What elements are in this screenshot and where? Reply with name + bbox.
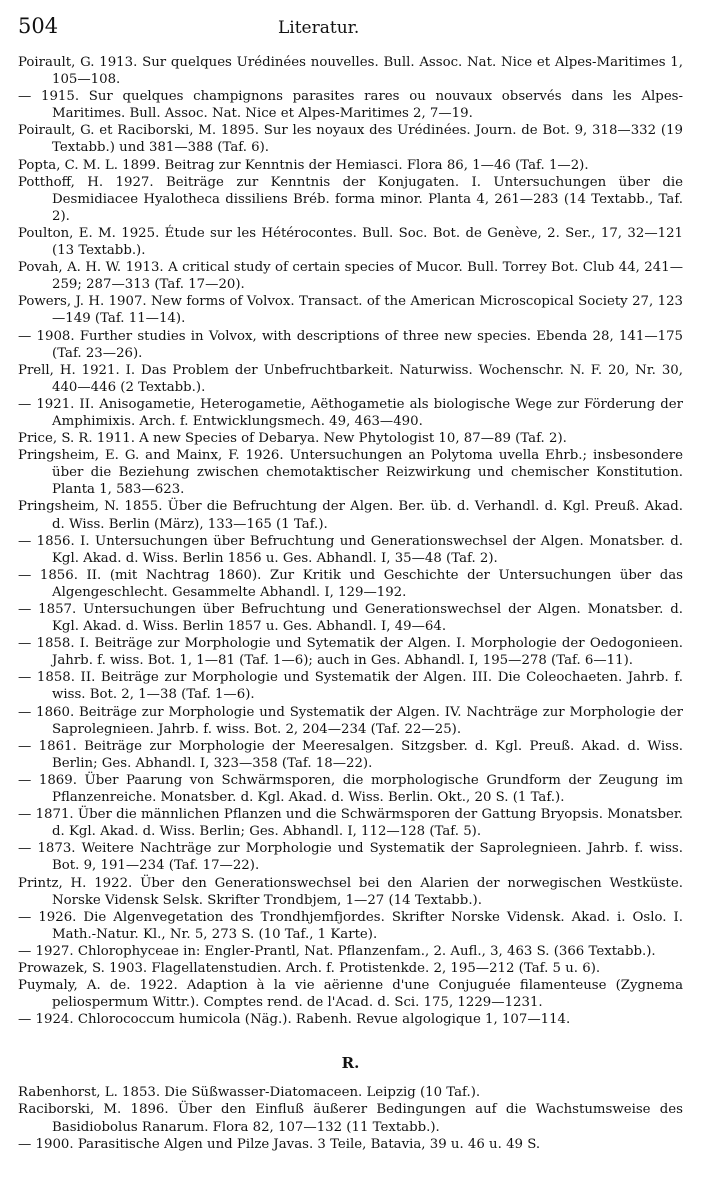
reference-entry: — 1857. Untersuchungen über Befruchtung und Generationswechsel der Algen. Monatsber. d. Kgl. Akad. d. Wiss. Berlin 1857 u. Ges. Abhandl. I, 49—64.	[18, 602, 683, 635]
reference-entry: Pringsheim, E. G. and Mainx, F. 1926. Untersuchungen an Polytoma uvella Ehrb.; insbesondere über die Beziehung zwischen chemotaktischer Reizwirkung und chemischer Konstitution. Planta 1, 583—623.	[18, 448, 683, 498]
reference-entry: Raciborski, M. 1896. Über den Einfluß äußerer Bedingungen auf die Wachstumsweise des Basidiobolus Ranarum. Flora 82, 107—132 (11 Textabb.).	[18, 1102, 683, 1135]
reference-entry: — 1873. Weitere Nachträge zur Morphologie und Systematik der Saprolegnieen. Jahrb. f. wiss. Bot. 9, 191—234 (Taf. 17—22).	[18, 841, 683, 874]
reference-list-r	[18, 1084, 683, 1152]
reference-entry: — 1924. Chlorococcum humicola (Näg.). Rabenh. Revue algologique 1, 107—114.	[18, 1012, 571, 1028]
reference-entry: — 1900. Parasitische Algen und Pilze Javas. 3 Teile, Batavia, 39 u. 46 u. 49 S.	[18, 1136, 541, 1152]
reference-entry: — 1869. Über Paarung von Schwärmsporen, die morphologische Grundform der Zeugung im Pflanzenreiche. Monatsber. d. Kgl. Akad. d. Wiss. Berlin. Okt., 20 S. (1 Taf.).	[18, 772, 683, 806]
reference-entry: — 1858. II. Beiträge zur Morphologie und Systematik der Algen. III. Die Coleochaeten. Jahrb. f. wiss. Bot. 2, 1—38 (Taf. 1—6).	[18, 670, 683, 703]
reference-entry: Potthoff, H. 1927. Beiträge zur Kenntnis der Konjugaten. I. Untersuchungen über die Desmidiacee Hyalotheca dissiliens Bréb. forma minor. Planta 4, 261—283 (14 Textabb., Taf. 2).	[18, 174, 683, 224]
reference-entry: — 1860. Beiträge zur Morphologie und Systematik der Algen. IV. Nachträge zur Morphologie der Saprolegnieen. Jahrb. f. wiss. Bot. 2, 204—234 (Taf. 22—25).	[18, 704, 683, 737]
reference-entry: — 1915. Sur quelques champignons parasites rares ou nouvaux observés dans les Alpes-Maritimes. Bull. Assoc. Nat. Nice et Alpes-Maritimes 2, 7—19.	[18, 89, 683, 122]
reference-entry: Powers, J. H. 1907. New forms of Volvox. Transact. of the American Microscopical Society 27, 123—149 (Taf. 11—14).	[18, 294, 683, 327]
reference-entry: Popta, C. M. L. 1899. Beitrag zur Kenntnis der Hemiasci. Flora 86, 1—46 (Taf. 1—2).	[18, 157, 589, 173]
reference-entry: — 1908. Further studies in Volvox, with descriptions of three new species. Ebenda 28, 141—175 (Taf. 23—26).	[18, 328, 683, 361]
section-heading-r: R.	[341, 1054, 360, 1073]
reference-entry: — 1921. II. Anisogametie, Heterogametie, Aëthogametie als biologische Wege zur Förderung der Amphimixis. Arch. f. Entwicklungsmech. 49, 463—490.	[18, 396, 683, 429]
reference-entry: Printz, H. 1922. Über den Generationswechsel bei den Alarien der norwegischen Westküste. Norske Vidensk Selsk. Skrifter Trondbjem, 1—27 (14 Textabb.).	[18, 875, 683, 908]
reference-entry: Poulton, E. M. 1925. Étude sur les Hétérocontes. Bull. Soc. Bot. de Genève, 2. Ser., 17, 32—121 (13 Textabb.).	[18, 225, 683, 259]
reference-entry: Puymaly, A. de. 1922. Adaption à la vie aërienne d'une Conjuguée filamenteuse (Zygnema peliospermum Wittr.). Comptes rend. de l'Acad. d. Sci. 175, 1229—1231.	[18, 978, 683, 1011]
reference-entry: — 1871. Über die männlichen Pflanzen und die Schwärmsporen der Gattung Bryopsis. Monatsber. d. Kgl. Akad. d. Wiss. Berlin; Ges. Abhandl. I, 112—128 (Taf. 5).	[18, 807, 683, 840]
reference-entry: Price, S. R. 1911. A new Species of Debarya. New Phytologist 10, 87—89 (Taf. 2).	[18, 431, 567, 447]
reference-entry: — 1861. Beiträge zur Morphologie der Meeresalgen. Sitzgsber. d. Kgl. Preuß. Akad. d. Wiss. Berlin; Ges. Abhandl. I, 323—358 (Taf. 18—22).	[18, 738, 683, 771]
reference-entry: Prell, H. 1921. I. Das Problem der Unbefruchtbarkeit. Naturwiss. Wochenschr. N. F. 20, Nr. 30, 440—446 (2 Textabb.).	[18, 362, 683, 395]
page-number: 504	[18, 14, 59, 38]
reference-entry: — 1858. I. Beiträge zur Morphologie und Sytematik der Algen. I. Morphologie der Oedogonieen. Jahrb. f. wiss. Bot. 1, 1—81 (Taf. 1—6); auch in Ges. Abhandl. I, 195—278 (Taf. 6—11).	[18, 636, 683, 669]
reference-entry: Poirault, G. et Raciborski, M. 1895. Sur les noyaux des Urédinées. Journ. de Bot. 9, 318—332 (19 Textabb.) und 381—388 (Taf. 6).	[18, 123, 683, 156]
reference-entry: Pringsheim, N. 1855. Über die Befruchtung der Algen. Ber. üb. d. Verhandl. d. Kgl. Preuß. Akad. d. Wiss. Berlin (März), 133—165 (1 Taf.).	[18, 499, 683, 532]
reference-entry: Prowazek, S. 1903. Flagellatenstudien. Arch. f. Protistenkde. 2, 195—212 (Taf. 5 u. 6).	[18, 960, 601, 976]
reference-entry: — 1927. Chlorophyceae in: Engler-Prantl, Nat. Pflanzenfam., 2. Aufl., 3, 463 S. (366 Textabb.).	[18, 943, 656, 959]
reference-entry: Poirault, G. 1913. Sur quelques Urédinées nouvelles. Bull. Assoc. Nat. Nice et Alpes-Maritimes 1, 105—108.	[18, 55, 683, 88]
running-title: Literatur.	[278, 18, 360, 38]
reference-entry: Rabenhorst, L. 1853. Die Süßwasser-Diatomaceen. Leipzig (10 Taf.).	[18, 1085, 481, 1101]
reference-entry: Povah, A. H. W. 1913. A critical study of certain species of Mucor. Bull. Torrey Bot. Club 44, 241—259; 287—313 (Taf. 17—20).	[18, 260, 683, 293]
page-header	[18, 14, 683, 50]
reference-list-p	[18, 54, 683, 1028]
reference-entry: — 1856. II. (mit Nachtrag 1860). Zur Kritik und Geschichte der Untersuchungen über das Algengeschlecht. Gesammelte Abhandl. I, 129—192.	[18, 567, 683, 600]
reference-entry: — 1856. I. Untersuchungen über Befruchtung und Generationswechsel der Algen. Monatsber. d. Kgl. Akad. d. Wiss. Berlin 1856 u. Ges. Abhandl. I, 35—48 (Taf. 2).	[18, 533, 683, 566]
reference-entry: — 1926. Die Algenvegetation des Trondhjemfjordes. Skrifter Norske Vidensk. Akad. i. Oslo. I. Math.-Natur. Kl., Nr. 5, 273 S. (10 Taf., 1 Karte).	[18, 909, 683, 942]
